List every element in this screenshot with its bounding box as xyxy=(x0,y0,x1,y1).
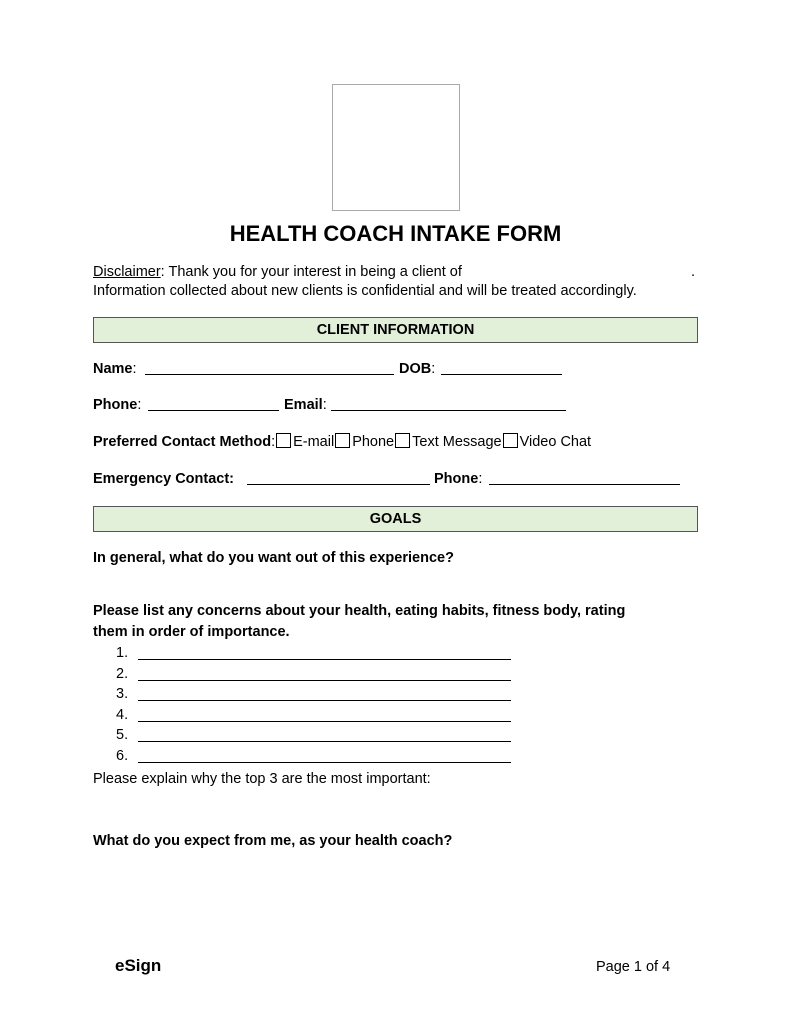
contact-method-label: Preferred Contact Method xyxy=(93,434,272,450)
disclaimer-line2: Information collected about new clients is confidential and will be treated accordingly. xyxy=(93,283,637,299)
question-experience: In general, what do you want out of this experience? xyxy=(93,550,454,566)
disclaimer-text: : Thank you for your interest in being a client of xyxy=(160,264,462,280)
concern-field[interactable] xyxy=(138,700,511,701)
video-chat-checkbox[interactable] xyxy=(503,433,518,448)
concern-field[interactable] xyxy=(138,659,511,660)
concern-field[interactable] xyxy=(138,741,511,742)
esign-logo: eSign xyxy=(115,956,162,975)
dob-label: DOB: xyxy=(399,361,436,377)
email-field[interactable] xyxy=(331,410,566,411)
email-checkbox[interactable] xyxy=(276,433,291,448)
concern-field[interactable] xyxy=(138,680,511,681)
page-title: HEALTH COACH INTAKE FORM xyxy=(229,221,562,246)
name-field[interactable] xyxy=(145,374,394,375)
logo-placeholder[interactable] xyxy=(332,84,460,211)
option-phone: Phone xyxy=(352,434,395,450)
phone-checkbox[interactable] xyxy=(335,433,350,448)
phone-field[interactable] xyxy=(148,410,279,411)
disclaimer-period: . xyxy=(691,264,696,280)
list-number: 6. xyxy=(116,747,129,764)
emergency-phone-field[interactable] xyxy=(489,484,680,485)
list-number: 4. xyxy=(116,706,129,723)
email-label: Email: xyxy=(284,397,327,413)
concern-field[interactable] xyxy=(138,762,511,763)
option-text-message: Text Message xyxy=(412,434,502,450)
page-number: Page 1 of 4 xyxy=(596,959,671,975)
list-number: 5. xyxy=(116,727,129,743)
emergency-contact-label: Emergency Contact: xyxy=(93,471,235,487)
list-number: 2. xyxy=(116,665,129,682)
name-label: Name: xyxy=(93,361,137,377)
concern-field[interactable] xyxy=(138,721,511,722)
option-video-chat: Video Chat xyxy=(519,434,592,450)
emergency-contact-field[interactable] xyxy=(247,484,430,485)
question-concerns-2: them in order of importance. xyxy=(93,624,290,640)
section-goals: GOALS xyxy=(93,506,698,532)
option-email: E-mail xyxy=(293,434,335,450)
list-number: 3. xyxy=(116,686,129,702)
disclaimer-line1 xyxy=(93,263,462,281)
emergency-phone-label: Phone: xyxy=(434,471,483,487)
text-message-checkbox[interactable] xyxy=(395,433,410,448)
contact-method-row: Preferred Contact Method: E-mail Phone Text Message Video Chat xyxy=(93,434,592,450)
dob-field[interactable] xyxy=(441,374,562,375)
explain-prompt: Please explain why the top 3 are the most important: xyxy=(93,771,431,787)
phone-label: Phone: xyxy=(93,397,142,413)
question-concerns-1: Please list any concerns about your health, eating habits, fitness body, rating xyxy=(93,603,626,619)
disclaimer-label: Disclaimer xyxy=(93,264,161,280)
section-client-information: CLIENT INFORMATION xyxy=(93,317,698,343)
list-number: 1. xyxy=(116,645,129,661)
question-expectations: What do you expect from me, as your health coach? xyxy=(93,833,453,849)
